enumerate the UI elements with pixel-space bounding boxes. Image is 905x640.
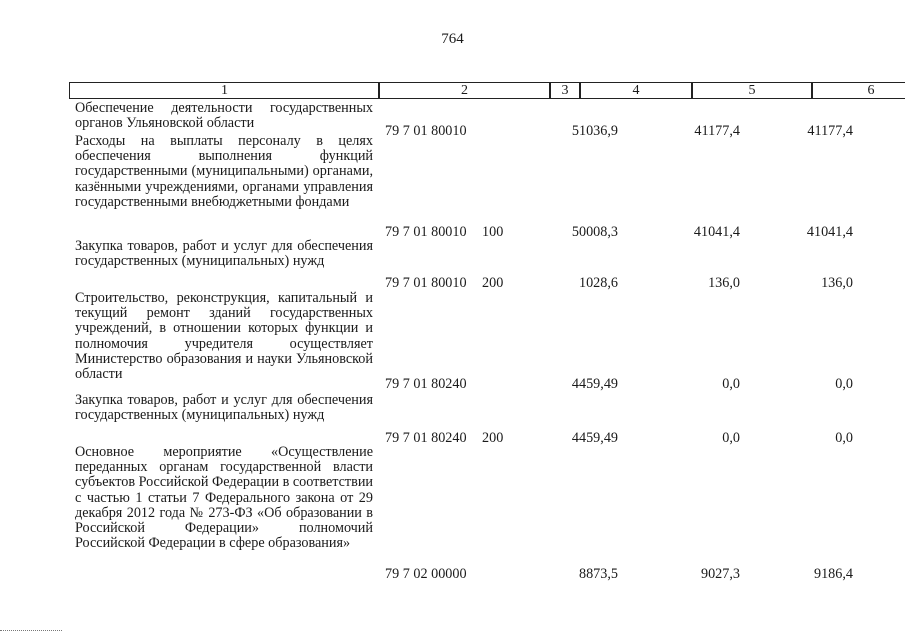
- row-vr: 200: [482, 430, 504, 446]
- row-code: 79 7 01 80010: [385, 123, 467, 139]
- header-col-3: 3: [549, 82, 581, 99]
- header-col-4: 4: [579, 82, 693, 99]
- row-value-4: 4459,49: [571, 430, 618, 446]
- row-value-6: 41041,4: [806, 224, 853, 240]
- row-description: Основное мероприятие «Осуществление переданных органам государственной власти субъектов Российской Федерации в соответствии с частью 1 статьи 7 Федерального закона от 29 декабря 2012 года № 273-ФЗ «Об образовании в Российской Федерации» полномочий Российской Федерации в сфере образования»: [75, 444, 373, 552]
- row-value-5: 9027,3: [700, 566, 740, 582]
- table-header: [69, 82, 875, 98]
- row-value-6: 136,0: [821, 275, 853, 291]
- row-description: Закупка товаров, работ и услуг для обеспечения государственных (муниципальных) нужд: [75, 392, 373, 424]
- header-col-1: 1: [69, 82, 380, 99]
- row-code: 79 7 01 80010: [385, 275, 467, 291]
- row-value-5: 41041,4: [693, 224, 740, 240]
- row-value-6: 0,0: [835, 430, 853, 446]
- header-col-2: 2: [378, 82, 551, 99]
- row-code: 79 7 02 00000: [385, 566, 467, 582]
- row-value-4: 4459,49: [571, 376, 618, 392]
- row-value-5: 0,0: [722, 376, 740, 392]
- header-col-5: 5: [691, 82, 813, 99]
- row-code: 79 7 01 80010: [385, 224, 467, 240]
- row-vr: 100: [482, 224, 504, 240]
- row-code: 79 7 01 80240: [385, 430, 467, 446]
- row-description: Расходы на выплаты персоналу в целях обеспечения выполнения функций государственными (муниципальными) органами, казёнными учреждениями, органами управления государственными внебюджетными фондами: [75, 133, 373, 210]
- row-value-5: 0,0: [722, 430, 740, 446]
- row-value-6: 41177,4: [807, 123, 853, 139]
- row-value-6: 0,0: [835, 376, 853, 392]
- row-value-4: 51036,9: [571, 123, 618, 139]
- header-col-6: 6: [811, 82, 905, 99]
- footer-divider: [0, 630, 62, 631]
- row-description: Строительство, реконструкция, капитальный и текущий ремонт зданий государственных учреждений, в отношении которых функции и полномочия учредителя осуществляет Министерство образования и науки Ульяновской области: [75, 290, 373, 383]
- row-value-5: 41177,4: [694, 123, 740, 139]
- row-value-4: 8873,5: [578, 566, 618, 582]
- page-number: 764: [441, 31, 464, 47]
- row-value-5: 136,0: [708, 275, 740, 291]
- row-description: Обеспечение деятельности государственных органов Ульяновской области: [75, 100, 373, 132]
- row-value-6: 9186,4: [813, 566, 853, 582]
- row-vr: 200: [482, 275, 504, 291]
- row-code: 79 7 01 80240: [385, 376, 467, 392]
- row-value-4: 50008,3: [571, 224, 618, 240]
- row-description: Закупка товаров, работ и услуг для обеспечения государственных (муниципальных) нужд: [75, 238, 373, 270]
- row-value-4: 1028,6: [578, 275, 618, 291]
